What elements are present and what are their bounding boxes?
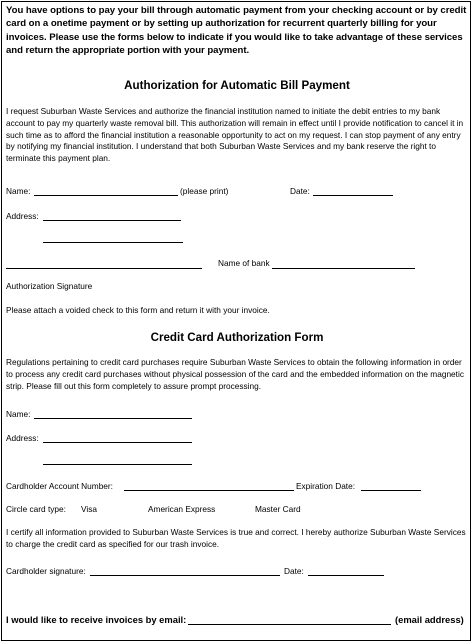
intro-text: You have options to pay your bill through automatic payment from your checking account or by credit card on a onetime payment or by setting up authorization for recurrent quarterly billing for your invoices. Please use the forms below to indicate if you would like to take advantage of these services and return the appropriate portion with your payment. — [6, 5, 467, 57]
card-type-label: Circle card type: — [6, 504, 66, 514]
cc-address-label: Address: — [6, 433, 39, 443]
auto-pay-date-label: Date: — [290, 186, 310, 196]
auto-pay-date-line[interactable] — [313, 195, 393, 196]
cc-name-label: Name: — [6, 409, 31, 419]
cc-signature-label: Cardholder signature: — [6, 566, 86, 576]
please-print-label: (please print) — [180, 186, 229, 196]
auto-pay-name-label: Name: — [6, 186, 31, 196]
cc-address-line-1[interactable] — [43, 442, 192, 443]
credit-card-paragraph: Regulations pertaining to credit card purchases require Suburban Waste Services to obtain the following information in order to process any credit card purchases without physical possession of the card and the embedded information on the magnetic strip. Please fill out this form completely to assure prompt processing. — [6, 357, 464, 391]
voided-check-note: Please attach a voided check to this form and return it with your invoice. — [6, 305, 270, 315]
auto-pay-address-line-2[interactable] — [43, 242, 183, 243]
cc-date-label: Date: — [284, 566, 304, 576]
cc-address-line-2[interactable] — [43, 464, 192, 465]
email-label: I would like to receive invoices by email: — [6, 614, 187, 625]
cc-signature-line[interactable] — [90, 575, 280, 576]
cc-expiration-line[interactable] — [361, 490, 421, 491]
auto-pay-signature-line[interactable] — [6, 268, 202, 269]
bank-name-line[interactable] — [272, 268, 415, 269]
cc-account-line[interactable] — [124, 490, 294, 491]
cc-account-label: Cardholder Account Number: — [6, 481, 113, 491]
email-line[interactable] — [188, 624, 391, 625]
auto-pay-address-label: Address: — [6, 211, 39, 221]
cc-date-line[interactable] — [308, 575, 384, 576]
card-type-master-card[interactable]: Master Card — [255, 504, 301, 514]
email-suffix: (email address) — [395, 614, 464, 625]
auto-pay-name-line[interactable] — [34, 195, 178, 196]
auto-pay-signature-label: Authorization Signature — [6, 281, 93, 291]
certify-text: I certify all information provided to Suburban Waste Services is true and correct. I hereby authorize Suburban Waste Services to charge the credit card as specified for our trash invoice. — [6, 527, 466, 549]
card-type-visa[interactable]: Visa — [81, 504, 97, 514]
credit-card-title: Credit Card Authorization Form — [150, 331, 324, 344]
card-type-american-express[interactable]: American Express — [148, 504, 216, 514]
cc-expiration-label: Expiration Date: — [296, 481, 356, 491]
auto-pay-paragraph: I request Suburban Waste Services and authorize the financial institution named to initiate the debit entries to my bank account to pay my quarterly waste removal bill. This authorization will remain in effect until I provide notification to cancel it in such time as to afford the financial institution a reasonable opportunity to act on my request. I can stop payment of any entry by notifying my financial institution. I understand that both Suburban Waste Services and my bank reserve the right to terminate this payment plan. — [6, 106, 464, 164]
bank-name-label: Name of bank — [218, 258, 270, 268]
cc-name-line[interactable] — [34, 418, 192, 419]
auto-pay-title: Authorization for Automatic Bill Payment — [124, 79, 350, 92]
auto-pay-address-line-1[interactable] — [43, 220, 181, 221]
